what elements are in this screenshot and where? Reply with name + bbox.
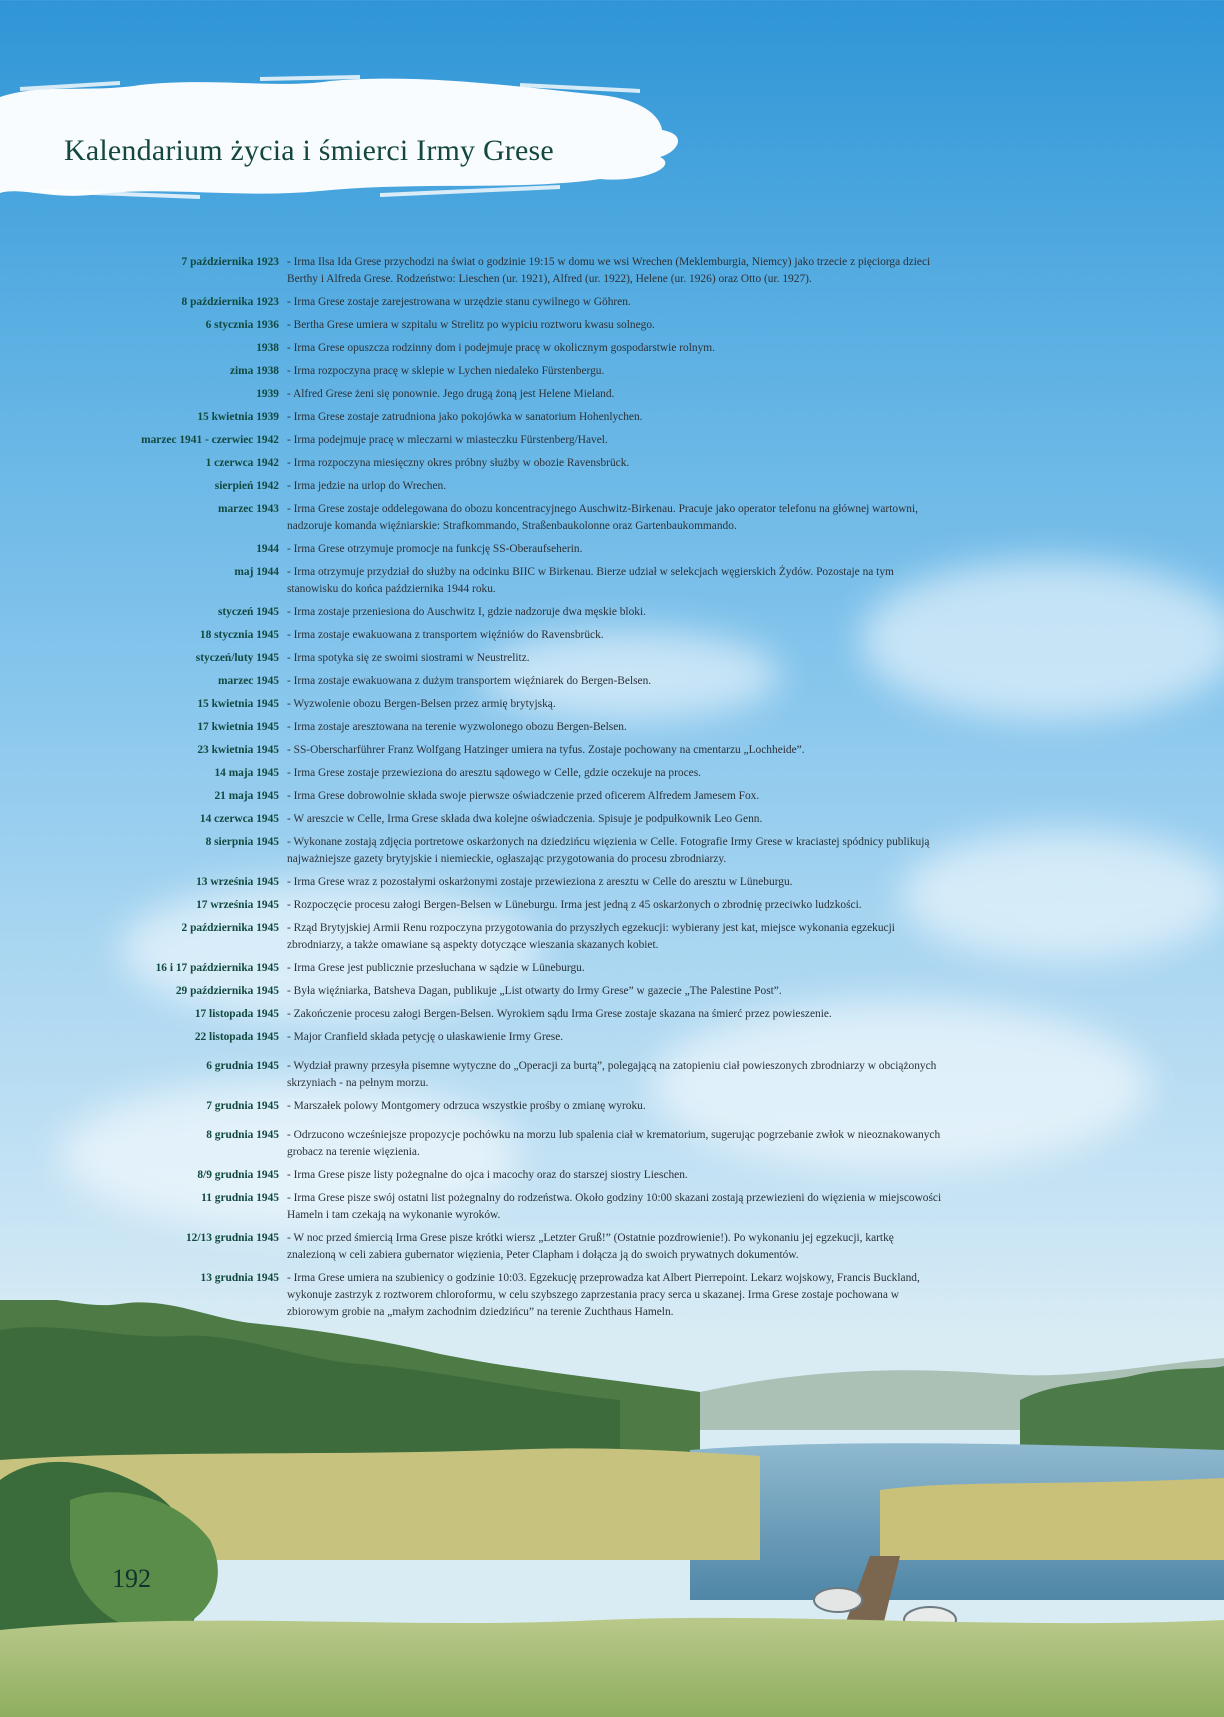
timeline-entry [0, 1190, 1224, 1224]
timeline-entry [0, 719, 1224, 736]
timeline-entry [0, 386, 1224, 403]
entry-text: - Irma zostaje przeniesiona do Auschwitz I, gdzie nadzoruje dwa męskie bloki. [287, 606, 646, 618]
timeline-entry [0, 294, 1224, 311]
entry-text: - W noc przed śmiercią Irma Grese pisze krótki wiersz „Letzter Gruß!” (Ostatnie pozdrowienie!). Po wykonaniu jej egzekucji, kartkę znalezioną w celi zabiera gubernator więzienia, Peter Clapham i dołącza ją do swoich prywatnych dokumentów. [287, 1232, 894, 1261]
entry-date: 1 czerwca 1942 [205, 457, 279, 469]
entry-text: - Irma Grese jest publicznie przesłuchana w sądzie w Lüneburgu. [287, 962, 585, 974]
entry-text: - Irma zostaje ewakuowana z dużym transportem więźniarek do Bergen-Belsen. [287, 675, 652, 687]
entry-date: 17 września 1945 [196, 899, 279, 911]
entry-date: 21 maja 1945 [214, 790, 279, 802]
entry-date: 8 października 1923 [181, 296, 279, 308]
timeline-entry [0, 811, 1224, 828]
entry-date: 6 stycznia 1936 [205, 319, 279, 331]
entry-date: 13 września 1945 [196, 876, 279, 888]
timeline-entry [0, 673, 1224, 690]
timeline-entry [0, 1127, 1224, 1161]
entry-text: - W areszcie w Celle, Irma Grese składa dwa kolejne oświadczenia. Spisuje je podpułkownik Leo Genn. [287, 813, 763, 825]
entry-text: - Irma Grese zostaje zarejestrowana w urzędzie stanu cywilnego w Göhren. [287, 296, 631, 308]
timeline-entry [0, 1029, 1224, 1046]
entry-text: - SS-Oberscharführer Franz Wolfgang Hatzinger umiera na tyfus. Zostaje pochowany na cmentarzu „Lochheide”. [287, 744, 805, 756]
entry-text: - Była więźniarka, Batsheva Dagan, publikuje „List otwarty do Irmy Grese” w gazecie „The Palestine Post”. [287, 985, 782, 997]
entry-text: - Irma spotyka się ze swoimi siostrami w Neustrelitz. [287, 652, 530, 664]
entry-text: - Irma zostaje ewakuowana z transportem więźniów do Ravensbrück. [287, 629, 604, 641]
entry-date: sierpień 1942 [214, 480, 279, 492]
entry-text: - Rozpoczęcie procesu załogi Bergen-Belsen w Lüneburgu. Irma jest jedną z 45 oskarżonych o zbrodnię przeciwko ludzkości. [287, 899, 862, 911]
timeline-entry [0, 983, 1224, 1000]
timeline [0, 254, 1224, 1327]
entry-text: - Irma jedzie na urlop do Wrechen. [287, 480, 447, 492]
entry-text: - Irma podejmuje pracę w mleczarni w miasteczku Fürstenberg/Havel. [287, 434, 608, 446]
entry-date: marzec 1943 [217, 503, 279, 515]
timeline-entry [0, 1058, 1224, 1092]
entry-date: marzec 1945 [217, 675, 279, 687]
entry-text: - Irma rozpoczyna miesięczny okres próbny służby w obozie Ravensbrück. [287, 457, 630, 469]
timeline-entry [0, 788, 1224, 805]
entry-date: 12/13 grudnia 1945 [185, 1232, 279, 1244]
timeline-entry [0, 627, 1224, 644]
entry-date: zima 1938 [229, 365, 279, 377]
timeline-entry [0, 742, 1224, 759]
timeline-entry [0, 501, 1224, 535]
entry-date: 14 maja 1945 [214, 767, 279, 779]
entry-date: 2 października 1945 [181, 922, 279, 934]
timeline-entry [0, 1006, 1224, 1023]
entry-date: 11 grudnia 1945 [201, 1192, 279, 1204]
entry-date: 7 grudnia 1945 [206, 1100, 279, 1112]
entry-text: - Wykonane zostają zdjęcia portretowe oskarżonych na dziedzińcu więzienia w Celle. Fotografie Irmy Grese w kraciastej spódnicy publikują najważniejsze gazety brytyjskie i niemieckie, ogłaszając przygotowania do procesu zbrodniarzy. [287, 836, 930, 865]
entry-date: 13 grudnia 1945 [200, 1272, 279, 1284]
entry-date: 7 października 1923 [181, 256, 279, 268]
timeline-entry [0, 363, 1224, 380]
timeline-entry [0, 897, 1224, 914]
entry-text: - Irma Grese zostaje oddelegowana do obozu koncentracyjnego Auschwitz-Birkenau. Pracuje jako operator telefonu na głównej wartowni, nadzoruje komanda więźniarskie: Strafkommando, Straßenbaukolonne oraz Gartenbaukommando. [287, 503, 919, 532]
page-number: 192 [112, 1564, 151, 1593]
timeline-entry [0, 960, 1224, 977]
entry-date: marzec 1941 - czerwiec 1942 [141, 434, 279, 446]
entry-text: - Irma zostaje aresztowana na terenie wyzwolonego obozu Bergen-Belsen. [287, 721, 627, 733]
timeline-entry [0, 564, 1224, 598]
timeline-entry [0, 432, 1224, 449]
landscape-illustration [0, 1300, 1224, 1717]
entry-date: 17 kwietnia 1945 [197, 721, 279, 733]
timeline-entry [0, 541, 1224, 558]
timeline-entry [0, 317, 1224, 334]
timeline-entry [0, 834, 1224, 868]
entry-date: 18 stycznia 1945 [199, 629, 279, 641]
entry-text: - Irma Grese umiera na szubienicy o godzinie 10:03. Egzekucję przeprowadza kat Albert Pierrepoint. Lekarz wojskowy, Francis Buckland, wykonuje zastrzyk z roztworem chloroformu, w celu szybszego zaprzestania pracy serca u skazanej. Irma Grese zostaje pochowana w zbiorowym grobie na „małym zachodnim dziedzińcu” na terenie Zuchthaus Hameln. [287, 1272, 920, 1318]
entry-text: - Irma Grese pisze swój ostatni list pożegnalny do rodzeństwa. Około godziny 10:00 skazani zostają przewiezieni do więzienia w miejscowości Hameln i tam czekają na wykonanie wyroków. [287, 1192, 942, 1221]
entry-date: maj 1944 [234, 566, 279, 578]
timeline-entry [0, 765, 1224, 782]
entry-text: - Marszałek polowy Montgomery odrzuca wszystkie prośby o zmianę wyroku. [287, 1100, 646, 1112]
entry-date: 6 grudnia 1945 [206, 1060, 279, 1072]
timeline-entry [0, 1230, 1224, 1264]
page-title: Kalendarium życia i śmierci Irmy Grese [64, 134, 554, 167]
entry-text: - Irma Ilsa Ida Grese przychodzi na świat o godzinie 19:15 w domu we wsi Wrechen (Meklemburgia, Niemcy) jako trzecie z pięciorga dzieci Berthy i Alfreda Grese. Rodzeństwo: Lieschen (ur. 1921), Alfred (ur. 1922), Helene (ur. 1926) oraz Otto (ur. 1927). [287, 256, 931, 285]
entry-text: - Irma Grese dobrowolnie składa swoje pierwsze oświadczenie przed oficerem Alfredem Jamesem Fox. [287, 790, 760, 802]
entry-text: - Irma Grese pisze listy pożegnalne do ojca i macochy oraz do starszej siostry Lieschen. [287, 1169, 688, 1181]
entry-date: 1939 [256, 388, 279, 400]
timeline-entry [0, 1098, 1224, 1115]
entry-date: styczeń/luty 1945 [195, 652, 279, 664]
entry-text: - Bertha Grese umiera w szpitalu w Strelitz po wypiciu roztworu kwasu solnego. [287, 319, 655, 331]
timeline-entry [0, 920, 1224, 954]
entry-date: 8 sierpnia 1945 [205, 836, 279, 848]
entry-date: 22 listopada 1945 [194, 1031, 279, 1043]
entry-text: - Wyzwolenie obozu Bergen-Belsen przez armię brytyjską. [287, 698, 556, 710]
entry-text: - Irma Grese opuszcza rodzinny dom i podejmuje pracę w okolicznym gospodarstwie rolnym. [287, 342, 715, 354]
entry-text: - Irma Grese otrzymuje promocje na funkcję SS-Oberaufseherin. [287, 543, 583, 555]
entry-text: - Irma rozpoczyna pracę w sklepie w Lychen niedaleko Fürstenbergu. [287, 365, 605, 377]
entry-text: - Alfred Grese żeni się ponownie. Jego drugą żoną jest Helene Mieland. [287, 388, 615, 400]
entry-text: - Zakończenie procesu załogi Bergen-Belsen. Wyrokiem sądu Irma Grese zostaje skazana na śmierć przez powieszenie. [287, 1008, 832, 1020]
timeline-entry [0, 874, 1224, 891]
entry-date: 1944 [256, 543, 279, 555]
entry-date: 16 i 17 października 1945 [155, 962, 279, 974]
timeline-entry [0, 409, 1224, 426]
entry-text: - Wydział prawny przesyła pisemne wytyczne do „Operacji za burtą”, polegającą na zatopieniu ciał powieszonych zbrodniarzy w obciążonych skrzyniach - na pełnym morzu. [287, 1060, 937, 1089]
entry-date: 8 grudnia 1945 [206, 1129, 279, 1141]
timeline-entry [0, 1167, 1224, 1184]
entry-date: 17 listopada 1945 [194, 1008, 279, 1020]
entry-date: 8/9 grudnia 1945 [197, 1169, 279, 1181]
entry-date: 29 października 1945 [175, 985, 279, 997]
timeline-entry [0, 696, 1224, 713]
entry-date: 1938 [256, 342, 279, 354]
entry-date: 23 kwietnia 1945 [197, 744, 279, 756]
entry-text: - Irma Grese zostaje zatrudniona jako pokojówka w sanatorium Hohenlychen. [287, 411, 643, 423]
entry-text: - Rząd Brytyjskiej Armii Renu rozpoczyna przygotowania do przyszłych egzekucji: wybierany jest kat, miejsce wykonania egzekucji zbrodniarzy, a także omawiane są aspekty dotyczące wieszania skazanych kobiet. [287, 922, 895, 951]
entry-text: - Irma Grese zostaje przewieziona do aresztu sądowego w Celle, gdzie oczekuje na proces. [287, 767, 701, 779]
timeline-entry [0, 478, 1224, 495]
timeline-entry [0, 455, 1224, 472]
entry-text: - Irma Grese wraz z pozostałymi oskarżonymi zostaje przewieziona z aresztu w Celle do aresztu w Lüneburgu. [287, 876, 793, 888]
timeline-entry [0, 340, 1224, 357]
timeline-entry [0, 604, 1224, 621]
entry-date: 15 kwietnia 1939 [197, 411, 279, 423]
entry-text: - Odrzucono wcześniejsze propozycje pochówku na morzu lub spalenia ciał w krematorium, sugerując pogrzebanie zwłok w nieoznakowanych grobacz na terenie więzienia. [287, 1129, 941, 1158]
entry-date: 15 kwietnia 1945 [197, 698, 279, 710]
entry-text: - Major Cranfield składa petycję o ułaskawienie Irmy Grese. [287, 1031, 564, 1043]
timeline-entry [0, 254, 1224, 288]
entry-text: - Irma otrzymuje przydział do służby na odcinku BIIC w Birkenau. Bierze udział w selekcjach węgierskich Żydów. Pozostaje na tym stanowisku do końca października 1944 roku. [287, 566, 894, 595]
entry-date: styczeń 1945 [217, 606, 279, 618]
entry-date: 14 czerwca 1945 [199, 813, 279, 825]
timeline-entry [0, 650, 1224, 667]
